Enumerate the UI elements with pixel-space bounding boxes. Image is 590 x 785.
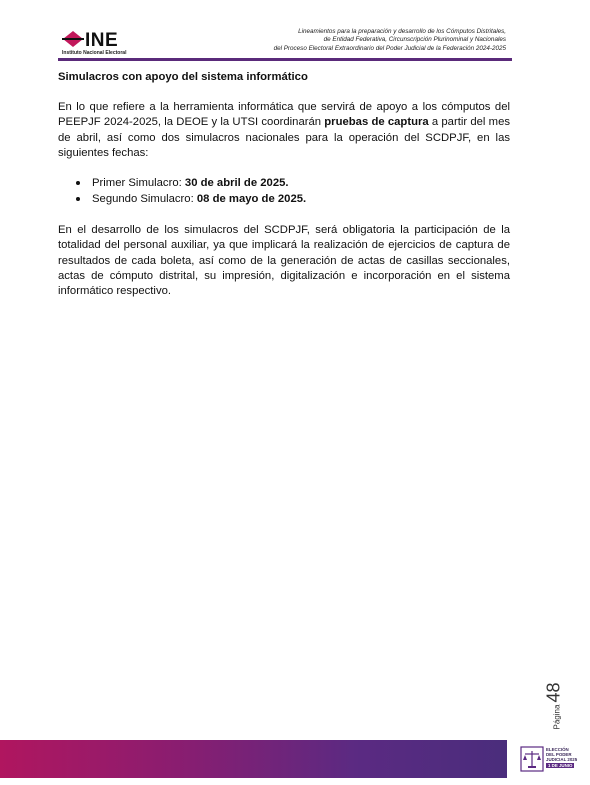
badge-date: 1 DE JUNIO bbox=[548, 763, 573, 768]
bullet-icon bbox=[76, 197, 80, 201]
page-label: Página bbox=[552, 704, 562, 730]
badge-line: ELECCIÓN bbox=[546, 747, 569, 752]
paragraph-text: a partir del mes de abril, así como dos simulacros nacionales para la operación del SCDPJF, en las siguientes fechas: bbox=[58, 116, 510, 159]
paragraph-1 bbox=[58, 100, 510, 161]
section-title: Simulacros con apoyo del sistema informático bbox=[58, 71, 308, 83]
logo-subtitle: Instituto Nacional Electoral bbox=[62, 50, 127, 56]
list-item-date: 30 de abril de 2025. bbox=[184, 177, 289, 190]
badge-line: JUDICIAL 2025 bbox=[546, 757, 578, 762]
header-line: Lineamientos para la preparación y desarrollo de los Cómputos Distritales, bbox=[298, 28, 506, 35]
badge-line: DEL PODER bbox=[546, 752, 572, 757]
document-header-title bbox=[186, 28, 506, 53]
ine-diamond-icon bbox=[62, 30, 84, 48]
header-line: del Proceso Electoral Extraordinario del Poder Judicial de la Federación 2024-2025 bbox=[273, 44, 506, 52]
list-item-label: Segundo Simulacro: bbox=[92, 193, 197, 206]
list-item-date: 08 de mayo de 2025. bbox=[196, 193, 307, 206]
header-line: de Entidad Federativa, Circunscripción Plurinominal y Nacionales bbox=[323, 36, 506, 44]
page-value: 48 bbox=[543, 682, 564, 703]
header-divider bbox=[58, 58, 512, 61]
list-item bbox=[76, 175, 510, 191]
scales-of-justice-icon bbox=[520, 746, 544, 772]
list-item bbox=[76, 191, 510, 207]
footer-band bbox=[0, 740, 507, 778]
paragraph-2: En el desarrollo de los simulacros del SCDPJF, será obligatoria la participación de la totalidad del personal auxiliar, ya que implicará la realización de ejercicios de captura de resultados de cada boleta, así como de la generación de actas de casillas seccionales, actas de cómputo distrital, su impresión, digitalización e incorporación en el sistema informático respectivo. bbox=[58, 224, 510, 298]
bullet-icon bbox=[76, 181, 80, 185]
simulation-dates-list bbox=[58, 175, 510, 207]
election-badge bbox=[520, 744, 584, 776]
paragraph-emphasis: pruebas de captura bbox=[324, 116, 429, 129]
logo-text: INE bbox=[85, 30, 119, 51]
paragraph-text: En lo que refiere a la herramienta informática que servirá de apoyo a los cómputos del PEEPJF 2024-2025, la DEOE y la UTSI coordinarán bbox=[58, 101, 510, 129]
list-item-label: Primer Simulacro: bbox=[92, 177, 185, 190]
page-number bbox=[544, 676, 564, 736]
document-body bbox=[58, 70, 510, 314]
ine-logo bbox=[62, 30, 144, 54]
